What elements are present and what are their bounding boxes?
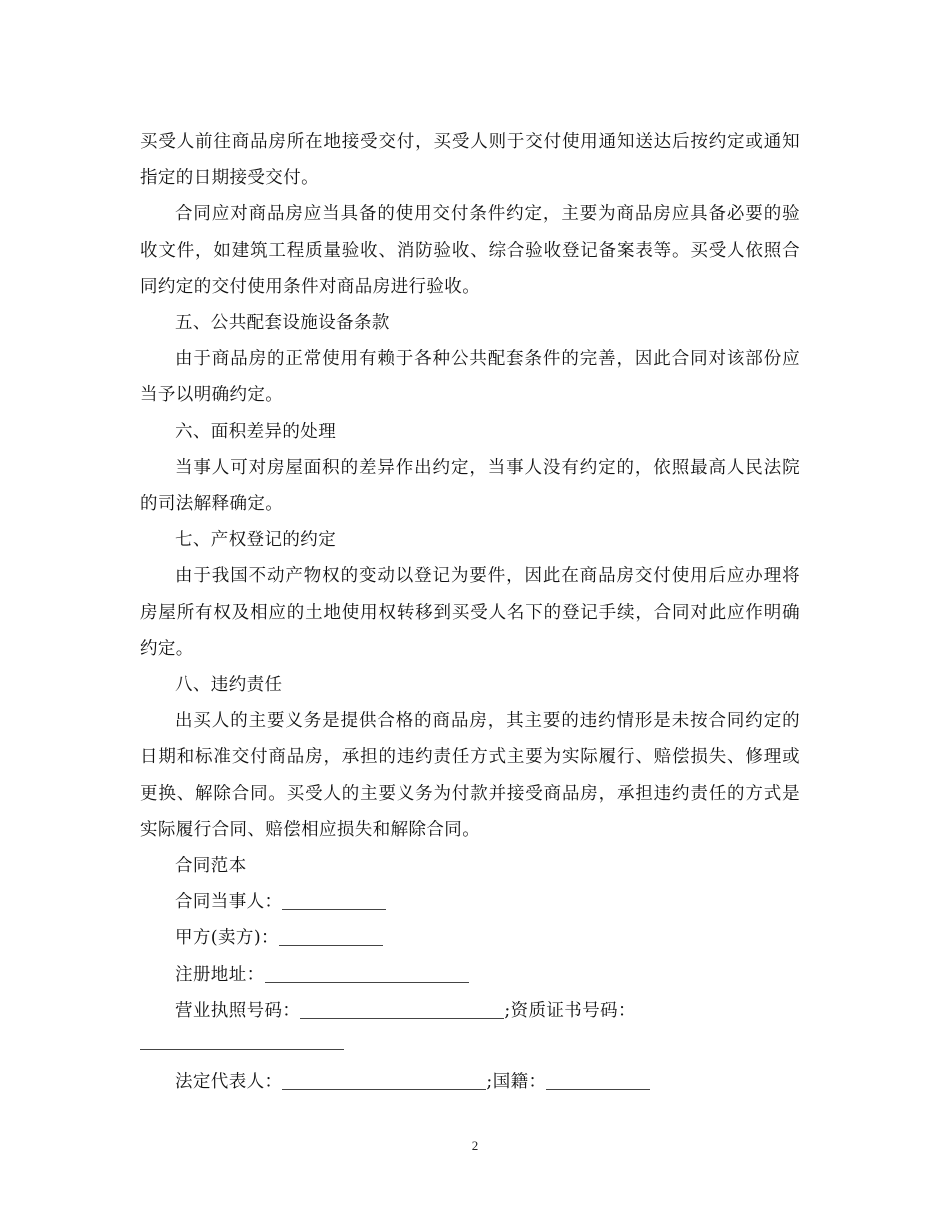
heading-area-difference: 六、面积差异的处理 — [175, 421, 337, 442]
form-line-party — [140, 884, 800, 920]
heading-contract-template: 合同范本 — [175, 856, 247, 877]
rep-blank[interactable] — [282, 1071, 486, 1090]
party-label: 合同当事人： — [175, 892, 283, 913]
form-line-representative — [140, 1064, 800, 1100]
seller-label: 甲方(卖方)： — [175, 928, 279, 949]
license-separator: ; — [504, 1000, 511, 1021]
cert-label: 资质证书号码： — [510, 1000, 636, 1021]
document-body — [140, 124, 800, 1100]
paragraph-property-registration: 由于我国不动产物权的变动以登记为要件，因此在商品房交付使用后应办理将房屋所有权及相应的土地使用权转移到买受人名下的登记手续，合同对此应作明确约定。 — [140, 566, 800, 659]
rep-separator: ; — [486, 1072, 493, 1093]
form-line-address — [140, 957, 800, 993]
address-blank[interactable] — [265, 963, 469, 982]
heading-breach-liability: 八、违约责任 — [175, 675, 283, 696]
heading-property-registration: 七、产权登记的约定 — [175, 530, 337, 551]
cert-blank[interactable] — [140, 1029, 344, 1050]
heading-public-facilities: 五、公共配套设施设备条款 — [175, 313, 390, 334]
form-line-seller — [140, 920, 800, 956]
paragraph-delivery-continued: 买受人前往商品房所在地接受交付，买受人则于交付使用通知送达后按约定或通知指定的日期接受交付。 — [140, 132, 800, 189]
rep-label: 法定代表人： — [175, 1072, 283, 1093]
paragraph-public-facilities: 由于商品房的正常使用有赖于各种公共配套条件的完善，因此合同对该部份应当予以明确约定。 — [140, 349, 800, 406]
paragraph-breach-liability: 出买人的主要义务是提供合格的商品房，其主要的违约情形是未按合同约定的日期和标准交付商品房，承担的违约责任方式主要为实际履行、赔偿损失、修理或更换、解除合同。买受人的主要义务为付款并接受商品房，承担违约责任的方式是实际履行合同、赔偿相应损失和解除合同。 — [140, 711, 800, 840]
page-number: 2 — [471, 1138, 479, 1153]
form-line-license — [140, 993, 800, 1029]
license-blank[interactable] — [300, 1000, 504, 1019]
paragraph-delivery-conditions: 合同应对商品房应当具备的使用交付条件约定，主要为商品房应具备必要的验收文件，如建筑工程质量验收、消防验收、综合验收登记备案表等。买受人依照合同约定的交付使用条件对商品房进行验收。 — [140, 204, 800, 297]
nationality-blank[interactable] — [546, 1071, 650, 1090]
license-label: 营业执照号码： — [175, 1000, 301, 1021]
paragraph-area-difference: 当事人可对房屋面积的差异作出约定，当事人没有约定的，依照最高人民法院的司法解释确定。 — [140, 457, 800, 515]
nationality-label: 国籍： — [492, 1072, 547, 1093]
address-label: 注册地址： — [175, 964, 265, 985]
seller-blank[interactable] — [279, 927, 383, 946]
party-blank[interactable] — [282, 891, 386, 910]
